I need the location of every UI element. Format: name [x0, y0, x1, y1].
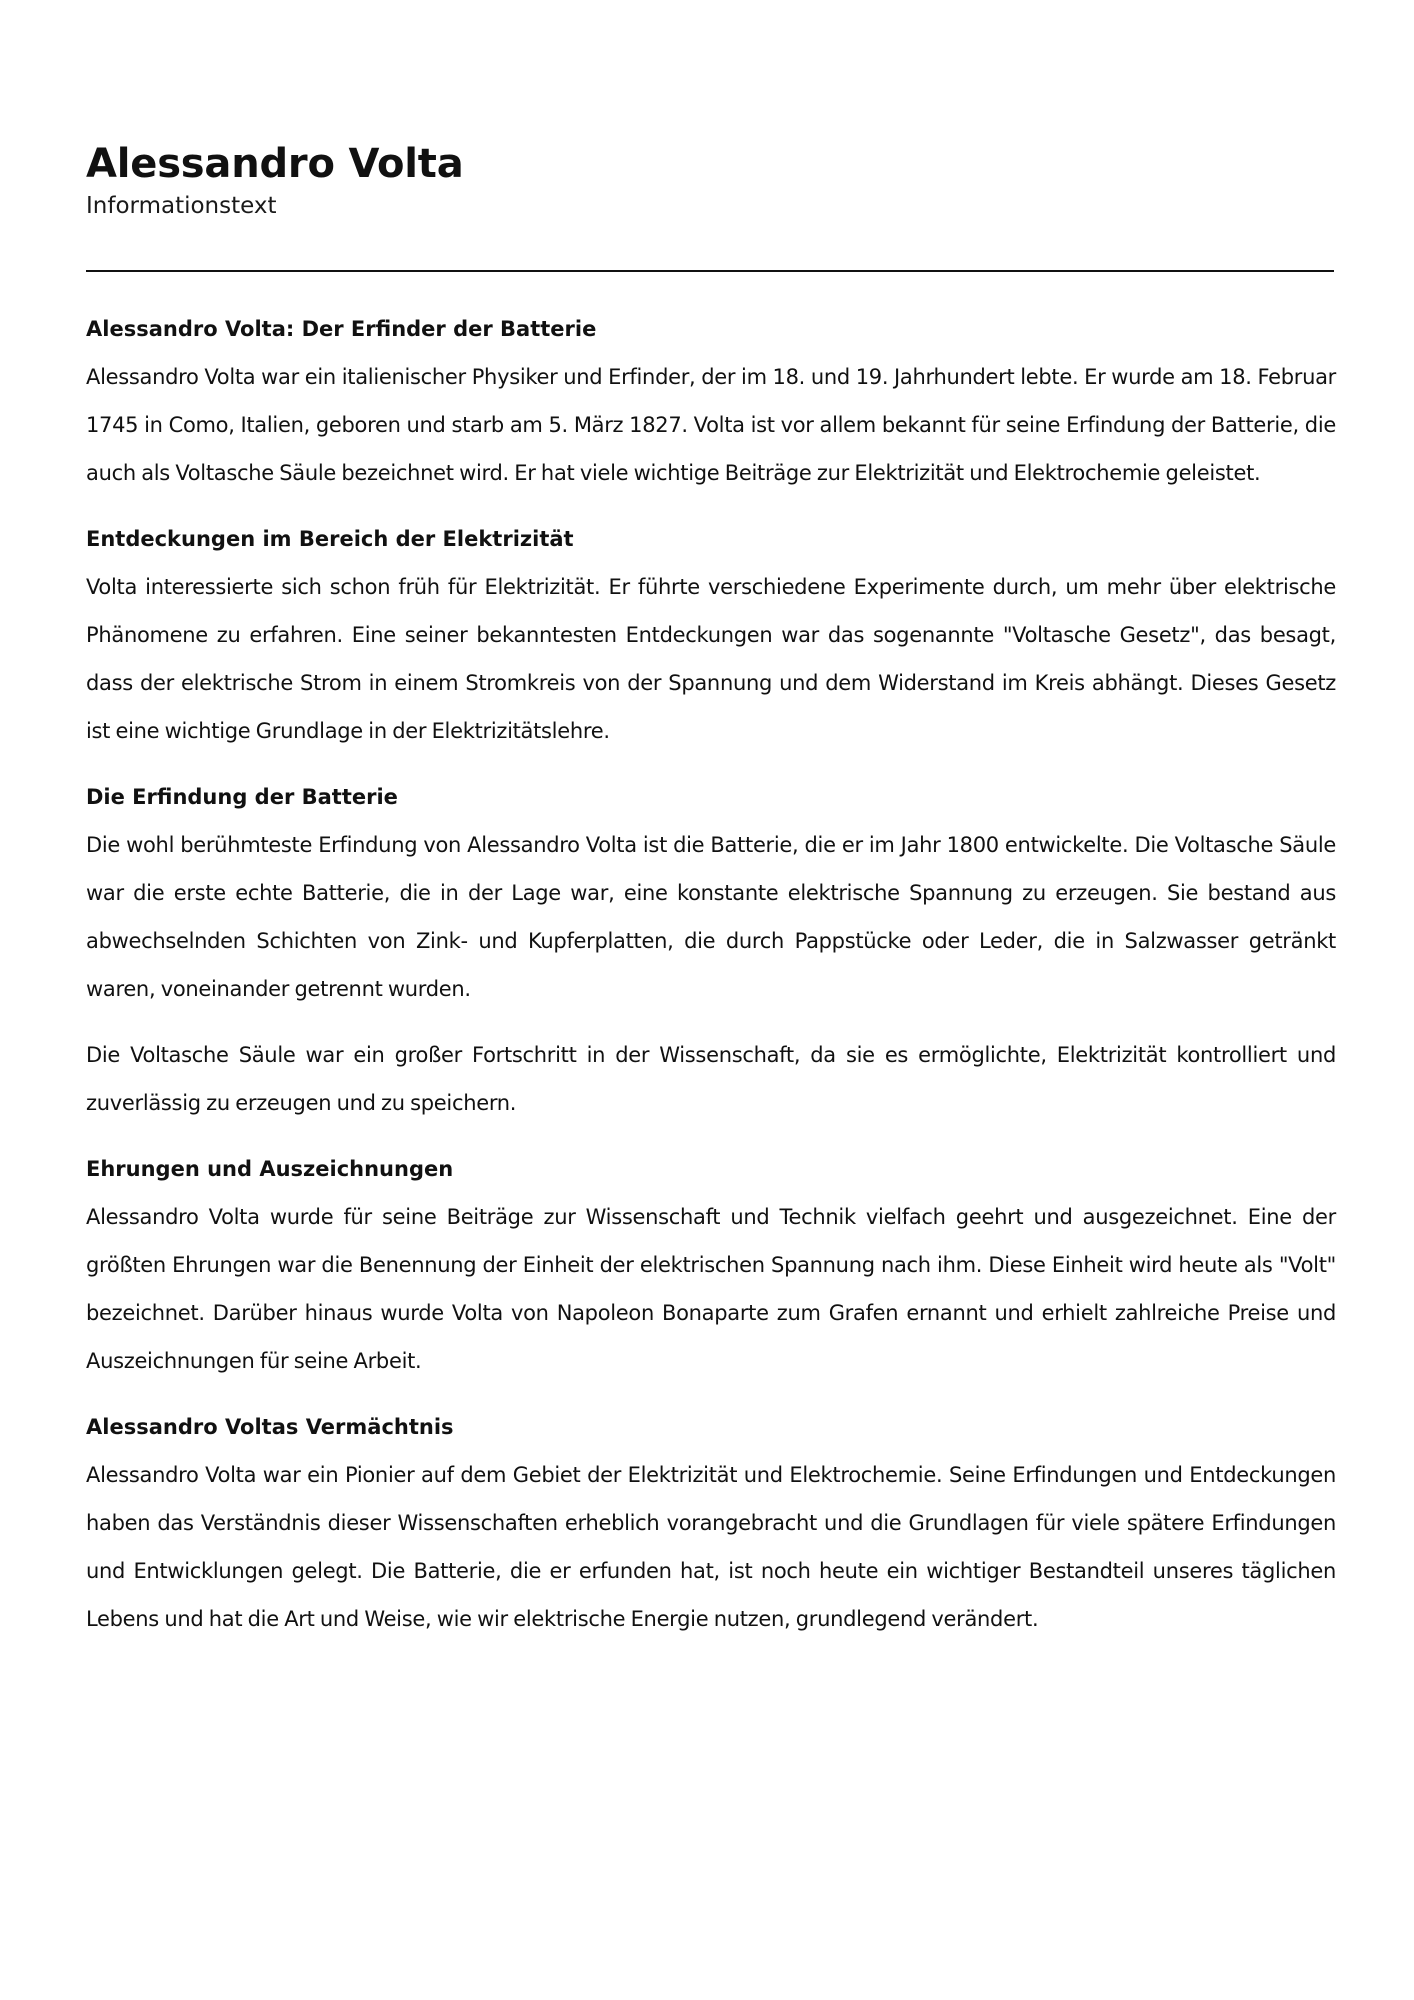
document-body — [86, 305, 1336, 1661]
section-paragraph: Alessandro Volta war ein Pionier auf dem Gebiet der Elektrizität und Elektrochemie. Seine Erfindungen und Entdeckungen haben das Verständnis dieser Wissenschaften erheblich vorangebracht und die Grundlagen für viele spätere Erfindungen und Entwicklungen gelegt. Die Batterie, die er erfunden hat, ist noch heute ein wichtiger Bestandteil unseres täglichen Lebens und hat die Art und Weise, wie wir elektrische Energie nutzen, grundlegend verändert. — [86, 1463, 1336, 1631]
section-heading: Alessandro Voltas Vermächtnis — [86, 1415, 454, 1439]
section-vermaechtnis — [86, 1403, 1336, 1643]
section-ehrungen — [86, 1145, 1336, 1385]
section-paragraph: Alessandro Volta wurde für seine Beiträge zur Wissenschaft und Technik vielfach geehrt und ausgezeichnet. Eine der größten Ehrungen war die Benennung der Einheit der elektrischen Spannung nach ihm. Diese Einheit wird heute als "Volt" bezeichnet. Darüber hinaus wurde Volta von Napoleon Bonaparte zum Grafen ernannt und erhielt zahlreiche Preise und Auszeichnungen für seine Arbeit. — [86, 1205, 1336, 1373]
title-divider — [86, 270, 1334, 272]
document-subtitle: Informationstext — [86, 193, 277, 219]
section-heading: Alessandro Volta: Der Erfinder der Batterie — [86, 317, 597, 341]
section-erfinder — [86, 305, 1336, 497]
section-batterie — [86, 773, 1336, 1127]
section-heading: Ehrungen und Auszeichnungen — [86, 1157, 454, 1181]
section-heading: Die Erfindung der Batterie — [86, 785, 398, 809]
section-heading: Entdeckungen im Bereich der Elektrizität — [86, 527, 574, 551]
section-paragraph: Alessandro Volta war ein italienischer Physiker und Erfinder, der im 18. und 19. Jahrhundert lebte. Er wurde am 18. Februar 1745 in Como, Italien, geboren und starb am 5. März 1827. Volta ist vor allem bekannt für seine Erfindung der Batterie, die auch als Voltasche Säule bezeichnet wird. Er hat viele wichtige Beiträge zur Elektrizität und Elektrochemie geleistet. — [86, 365, 1336, 485]
section-paragraph: Volta interessierte sich schon früh für Elektrizität. Er führte verschiedene Experimente durch, um mehr über elektrische Phänomene zu erfahren. Eine seiner bekanntesten Entdeckungen war das sogenannte "Voltasche Gesetz", das besagt, dass der elektrische Strom in einem Stromkreis von der Spannung und dem Widerstand im Kreis abhängt. Dieses Gesetz ist eine wichtige Grundlage in der Elektrizitätslehre. — [86, 575, 1336, 743]
section-paragraph: Die Voltasche Säule war ein großer Fortschritt in der Wissenschaft, da sie es ermöglichte, Elektrizität kontrolliert und zuverlässig zu erzeugen und zu speichern. — [86, 1043, 1336, 1115]
section-entdeckungen — [86, 515, 1336, 755]
section-paragraph: Die wohl berühmteste Erfindung von Alessandro Volta ist die Batterie, die er im Jahr 1800 entwickelte. Die Voltasche Säule war die erste echte Batterie, die in der Lage war, eine konstante elektrische Spannung zu erzeugen. Sie bestand aus abwechselnden Schichten von Zink- und Kupferplatten, die durch Pappstücke oder Leder, die in Salzwasser getränkt waren, voneinander getrennt wurden. — [86, 833, 1336, 1001]
document-title: Alessandro Volta — [86, 141, 464, 187]
